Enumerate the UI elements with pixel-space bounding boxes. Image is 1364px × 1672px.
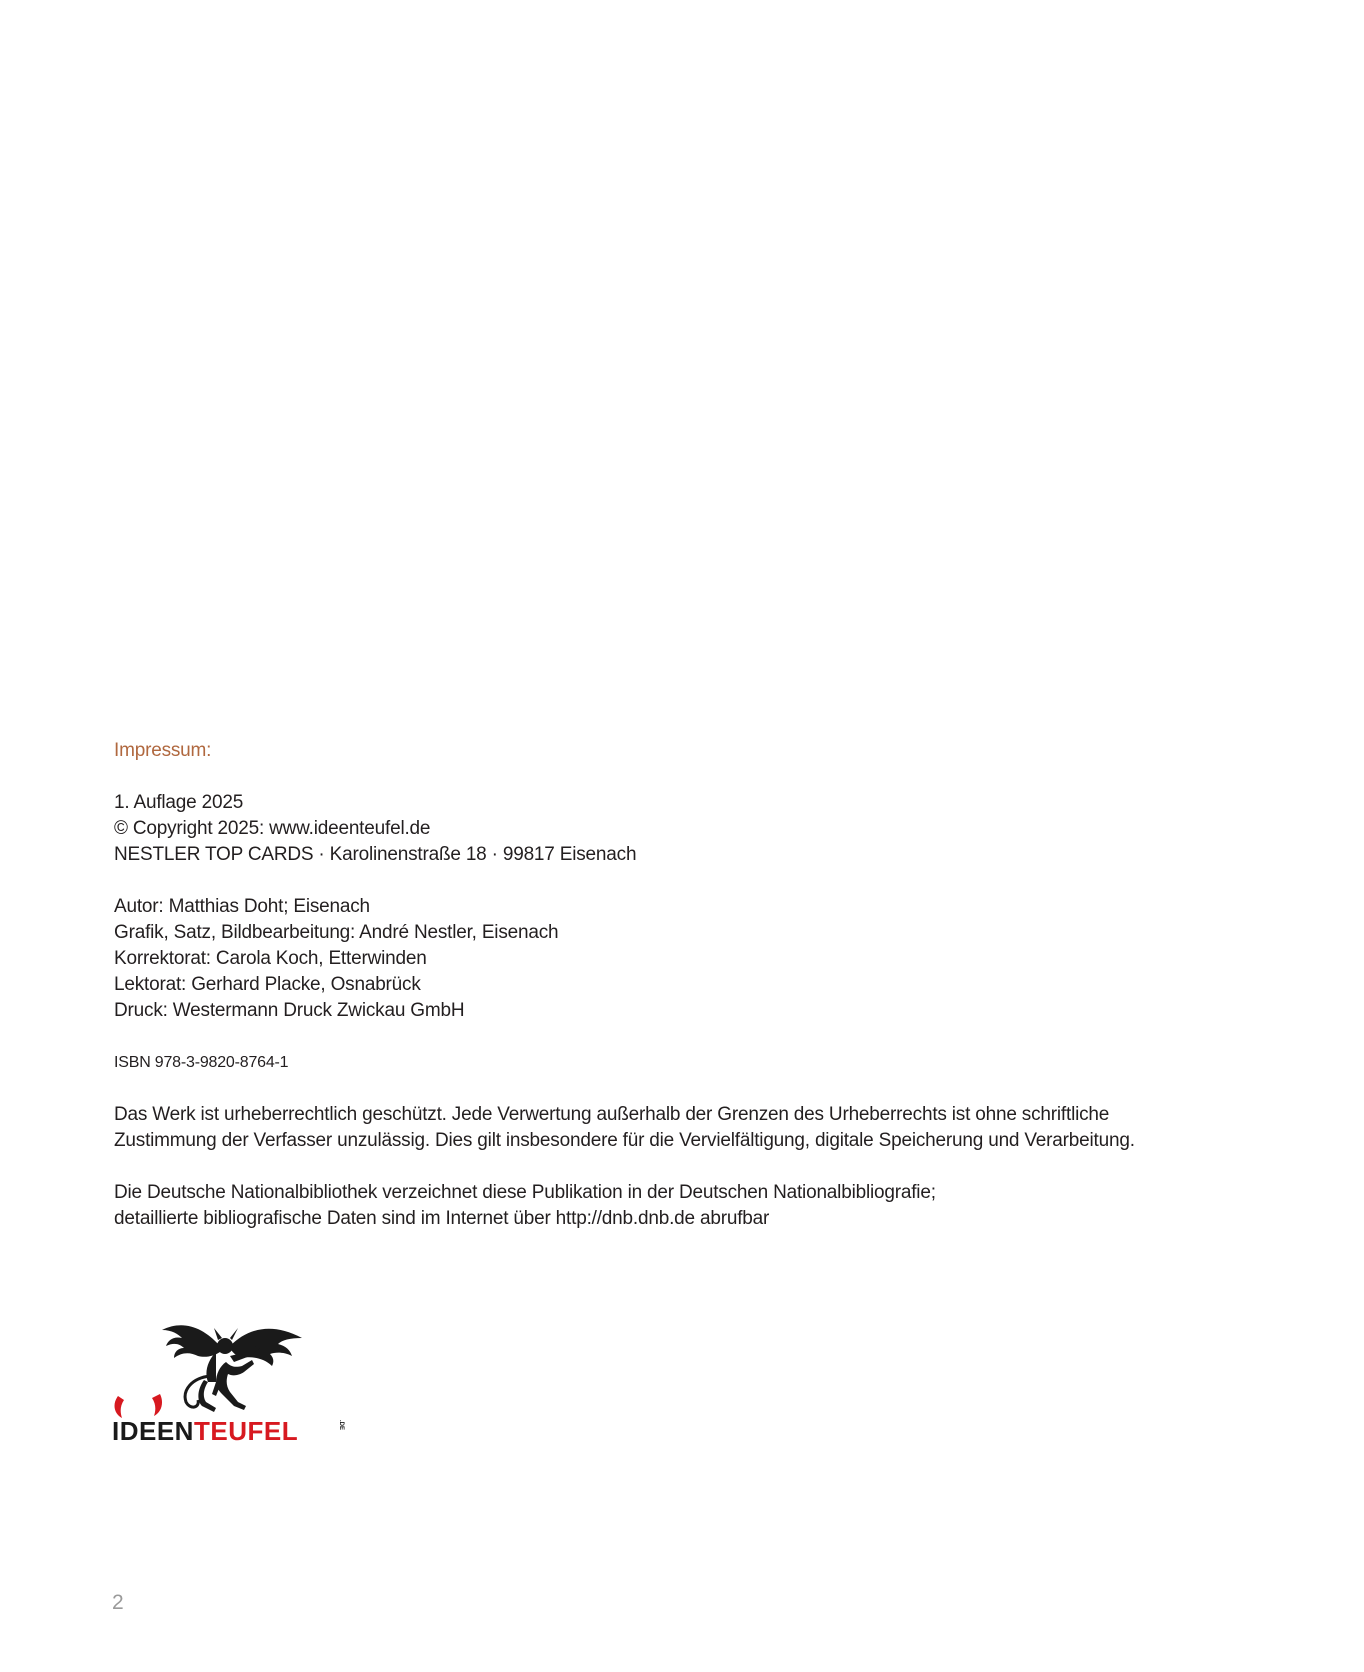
edition-line: 1. Auflage 2025 xyxy=(114,792,244,813)
logo-word-ideen: IDEEN xyxy=(112,1416,194,1444)
devil-legs xyxy=(198,1380,220,1412)
winged-devil-icon xyxy=(112,1316,348,1444)
devil-body xyxy=(206,1352,254,1410)
devil-right-wing xyxy=(230,1329,302,1366)
svg-text:IDEENTEUFEL xyxy=(112,1416,298,1444)
dnb-notice-line: Die Deutsche Nationalbibliothek verzeichnet diese Publikation in der Deutschen Nationalbibliografie; xyxy=(114,1182,936,1203)
dnb-notice xyxy=(114,1180,1254,1232)
credit-graphics: Grafik, Satz, Bildbearbeitung: André Nestler, Eisenach xyxy=(114,922,559,943)
impressum-heading: Impressum: xyxy=(114,740,212,761)
edition-block xyxy=(114,790,1254,868)
credit-author: Autor: Matthias Doht; Eisenach xyxy=(114,896,370,917)
logo-right-horn xyxy=(152,1394,162,1416)
devil-left-wing xyxy=(162,1325,220,1358)
copyright-notice xyxy=(114,1102,1254,1154)
page-number: 2 xyxy=(112,1591,124,1614)
ideenteufel-logo xyxy=(112,1316,348,1444)
publisher-address-line: NESTLER TOP CARDS · Karolinenstraße 18 · 99817 Eisenach xyxy=(114,844,637,865)
copyright-notice-line: Zustimmung der Verfasser unzulässig. Dies gilt insbesondere für die Vervielfältigung, digitale Speicherung und Verarbeitung. xyxy=(114,1130,1135,1151)
credits-block xyxy=(114,894,1254,1024)
copyright-notice-line: Das Werk ist urheberrechtlich geschützt. Jede Verwertung außerhalb der Grenzen des Urheberrechts ist ohne schriftliche xyxy=(114,1104,1110,1125)
devil-head xyxy=(217,1338,233,1354)
impressum-section xyxy=(114,738,1254,1232)
logo-suffix: .DE xyxy=(338,1420,344,1431)
logo-word-teufel: TEUFEL xyxy=(193,1416,299,1444)
credit-proofreading: Korrektorat: Carola Koch, Etterwinden xyxy=(114,948,427,969)
dnb-notice-line: detaillierte bibliografische Daten sind im Internet über http://dnb.dnb.de abrufbar xyxy=(114,1208,770,1229)
copyright-line: © Copyright 2025: www.ideenteufel.de xyxy=(114,818,431,839)
logo-left-horn xyxy=(115,1396,124,1418)
isbn: ISBN 978-3-9820-8764-1 xyxy=(114,1054,289,1071)
credit-editing: Lektorat: Gerhard Placke, Osnabrück xyxy=(114,974,421,995)
credit-printing: Druck: Westermann Druck Zwickau GmbH xyxy=(114,1000,465,1021)
